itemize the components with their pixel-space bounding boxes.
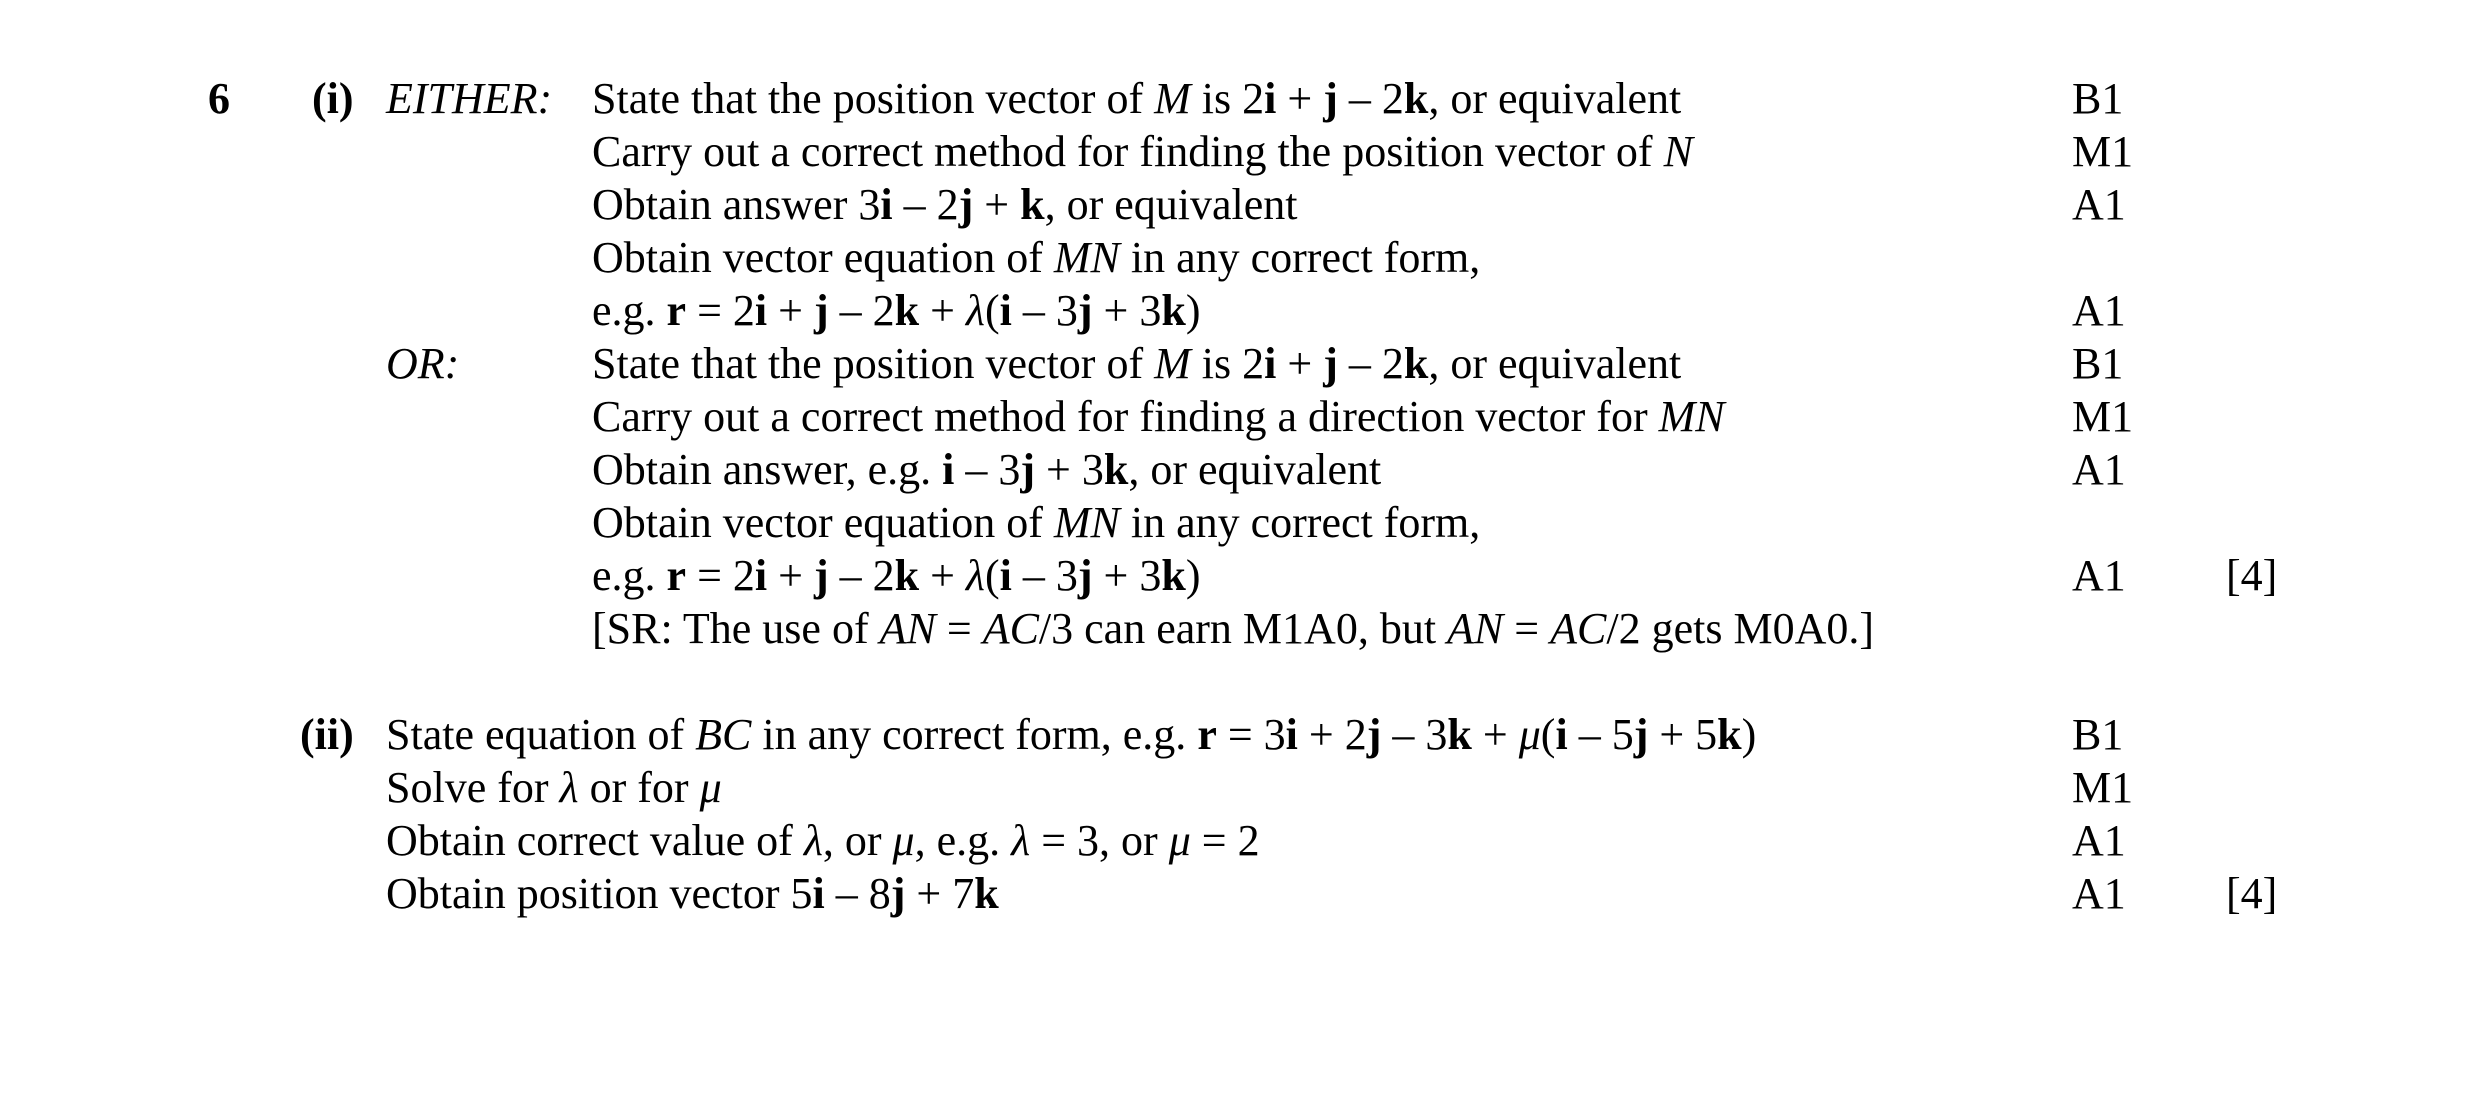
mark-code: A1 (2072, 869, 2126, 918)
either-statement: State that the position vector of M is 2i + j – 2k, or equivalent (592, 74, 1682, 123)
either-statement: Carry out a correct method for finding the position vector of N (592, 127, 1693, 176)
part-ii-statement: State equation of BC in any correct form, e.g. r = 3i + 2j – 3k + μ(i – 5j + 5k) (386, 710, 1757, 759)
question-number: 6 (208, 74, 230, 123)
or-line-5 (0, 549, 2480, 602)
mark-code: M1 (2072, 763, 2134, 812)
either-line-1 (0, 72, 2480, 125)
special-ruling-note: [SR: The use of AN = AC/3 can earn M1A0, but AN = AC/2 gets M0A0.] (592, 604, 1874, 653)
mark-code: A1 (2072, 551, 2126, 600)
either-statement: e.g. r = 2i + j – 2k + λ(i – 3j + 3k) (592, 286, 1201, 335)
special-ruling-line (0, 602, 2480, 655)
part-i-total: [4] (2226, 551, 2278, 600)
part-ii-line-3 (0, 814, 2480, 867)
mark-code: B1 (2072, 74, 2124, 123)
or-line-3 (0, 443, 2480, 496)
either-line-3 (0, 178, 2480, 231)
mark-code: B1 (2072, 710, 2124, 759)
mark-code: A1 (2072, 445, 2126, 494)
or-statement: Carry out a correct method for finding a direction vector for MN (592, 392, 1725, 441)
part-ii-statement: Obtain correct value of λ, or μ, e.g. λ = 3, or μ = 2 (386, 816, 1260, 865)
either-line-5 (0, 284, 2480, 337)
part-ii-line-2 (0, 761, 2480, 814)
mark-code: A1 (2072, 286, 2126, 335)
or-statement: Obtain answer, e.g. i – 3j + 3k, or equivalent (592, 445, 1382, 494)
either-label: EITHER: (386, 74, 553, 123)
mark-code: M1 (2072, 127, 2134, 176)
mark-code: M1 (2072, 392, 2134, 441)
or-label: OR: (386, 339, 460, 388)
mark-code: B1 (2072, 339, 2124, 388)
either-statement: Obtain vector equation of MN in any correct form, (592, 233, 1481, 282)
mark-code: A1 (2072, 816, 2126, 865)
part-ii-label: (ii) (300, 710, 354, 759)
or-line-4 (0, 496, 2480, 549)
part-ii-statement: Obtain position vector 5i – 8j + 7k (386, 869, 999, 918)
or-line-1 (0, 337, 2480, 390)
either-line-4 (0, 231, 2480, 284)
part-i-label: (i) (312, 74, 354, 123)
part-ii-statement: Solve for λ or for μ (386, 763, 722, 812)
either-line-2 (0, 125, 2480, 178)
either-statement: Obtain answer 3i – 2j + k, or equivalent (592, 180, 1298, 229)
part-ii-line-4 (0, 867, 2480, 920)
or-statement: Obtain vector equation of MN in any correct form, (592, 498, 1481, 547)
or-line-2 (0, 390, 2480, 443)
part-ii-line-1 (0, 708, 2480, 761)
mark-code: A1 (2072, 180, 2126, 229)
or-statement: e.g. r = 2i + j – 2k + λ(i – 3j + 3k) (592, 551, 1201, 600)
or-statement: State that the position vector of M is 2i + j – 2k, or equivalent (592, 339, 1682, 388)
part-ii-total: [4] (2226, 869, 2278, 918)
